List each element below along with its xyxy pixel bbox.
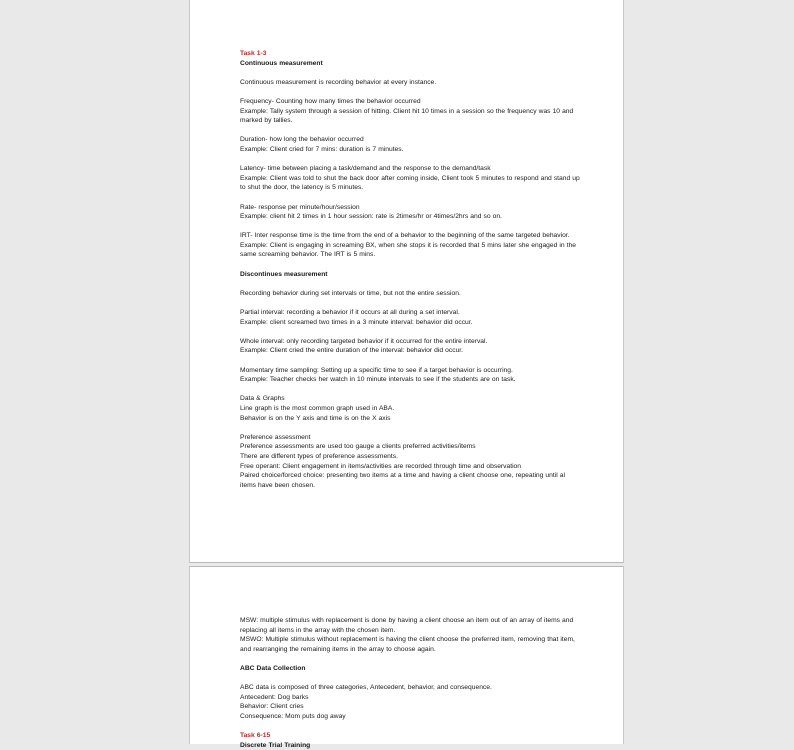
text-line: Free operant: Client engagement in items/activities are recorded through time and observation bbox=[240, 462, 521, 470]
paragraph-momentary bbox=[240, 366, 580, 385]
paragraph-whole-interval bbox=[240, 337, 580, 356]
text-line: Example: Client cried for 7 mins: duration is 7 minutes. bbox=[240, 145, 404, 153]
paragraph-partial-interval bbox=[240, 308, 580, 327]
document-page-1 bbox=[189, 0, 624, 563]
paragraph-latency bbox=[240, 164, 580, 193]
text-line: Antecedent: Dog barks bbox=[240, 693, 309, 701]
text-line: IRT- Inter response time is the time from the end of a behavior to the beginning of the same targeted behavior. bbox=[240, 232, 570, 240]
text-line: MSW: multiple stimulus with replacement is done by having a client choose an item out of an array of items and replacing all items in the array with the chosen item. bbox=[240, 617, 574, 634]
paragraph-continuous-intro bbox=[240, 78, 580, 88]
text-line: Data & Graphs bbox=[240, 395, 285, 403]
text-line: Behavior: Client cries bbox=[240, 703, 304, 711]
paragraph-msw bbox=[240, 616, 580, 654]
section-title-abc: ABC Data Collection bbox=[240, 664, 306, 672]
text-line: Partial interval: recording a behavior if it occurs at all during a set interval. bbox=[240, 309, 460, 317]
text-line: Continuous measurement is recording behavior at every instance. bbox=[240, 78, 437, 86]
section-title-discontinuous: Discontinues measurement bbox=[240, 270, 328, 278]
text-line: Example: client hit 2 times in 1 hour session: rate is 2times/hr or 4times/2hrs and so on. bbox=[240, 213, 502, 221]
text-line: Example: Client was told to shut the back door after coming inside, Client took 5 minutes to respond and stand up to shut the door, the latency is 5 minutes. bbox=[240, 174, 580, 192]
text-line: Example: client screamed two times in a 3 minute interval: behavior did occur. bbox=[240, 318, 473, 326]
task-heading: Task 1-3 bbox=[240, 50, 267, 57]
paragraph-rate bbox=[240, 203, 580, 222]
paragraph-duration bbox=[240, 135, 580, 154]
paragraph-data-graphs bbox=[240, 394, 580, 423]
text-line: ABC data is composed of three categories, Antecedent, behavior, and consequence. bbox=[240, 684, 492, 692]
text-line: Recording behavior during set intervals or time, but not the entire session. bbox=[240, 289, 461, 297]
text-line: Whole interval: only recording targeted behavior if it occurred for the entire interval. bbox=[240, 337, 488, 345]
task-heading-2: Task 6-15 bbox=[240, 732, 271, 740]
text-line: Consequence: Mom puts dog away bbox=[240, 712, 346, 720]
text-line: Paired choice/forced choice: presenting two items at a time and having a client choose one, repeating until al items have been chosen. bbox=[240, 472, 565, 489]
paragraph-discontinuous-intro bbox=[240, 289, 580, 299]
text-line: Duration- how long the behavior occurred bbox=[240, 136, 364, 144]
text-line: Behavior is on the Y axis and time is on the X axis bbox=[240, 414, 391, 422]
text-line: MSWO: Multiple stimulus without replacement is having the client choose the preferred item, removing that item, and rearranging the remaining items in the array to choose again. bbox=[240, 636, 575, 653]
section-title-next: Discrete Trial Training bbox=[240, 741, 311, 749]
paragraph-frequency bbox=[240, 97, 580, 126]
text-line: Rate- response per minute/hour/session bbox=[240, 203, 360, 211]
section-title-continuous: Continuous measurement bbox=[240, 59, 323, 67]
text-line: Example: Client is engaging in screaming BX, when she stops it is recorded that 5 mins later she engaged in the same screaming behavior. The IRT is 5 mins. bbox=[240, 241, 576, 259]
page-1-content bbox=[240, 49, 580, 500]
page-2-content bbox=[240, 616, 580, 750]
paragraph-abc bbox=[240, 683, 580, 721]
paragraph-preference bbox=[240, 433, 580, 491]
text-line: Momentary time sampling: Setting up a specific time to see if a target behavior is occurring. bbox=[240, 366, 513, 374]
text-line: Example: Teacher checks her watch in 10 minute intervals to see if the students are on task. bbox=[240, 376, 516, 384]
text-line: Line graph is the most common graph used in ABA. bbox=[240, 404, 395, 412]
document-page-2 bbox=[189, 566, 624, 749]
text-line: Frequency- Counting how many times the behavior occurred bbox=[240, 97, 421, 105]
text-line: Example: Client cried the entire duration of the interval: behavior did occur. bbox=[240, 347, 464, 355]
paragraph-irt bbox=[240, 231, 580, 260]
text-line: There are different types of preference assessments. bbox=[240, 452, 398, 460]
text-line: Latency- time between placing a task/demand and the response to the demand/task bbox=[240, 165, 491, 173]
text-line: Example: Tally system through a session of hitting. Client hit 10 times in a session so the frequency was 10 and marked by tallies. bbox=[240, 107, 574, 125]
text-line: Preference assessments are used too gauge a clients preferred activities/items bbox=[240, 443, 476, 451]
text-line: Preference assessment bbox=[240, 433, 311, 441]
